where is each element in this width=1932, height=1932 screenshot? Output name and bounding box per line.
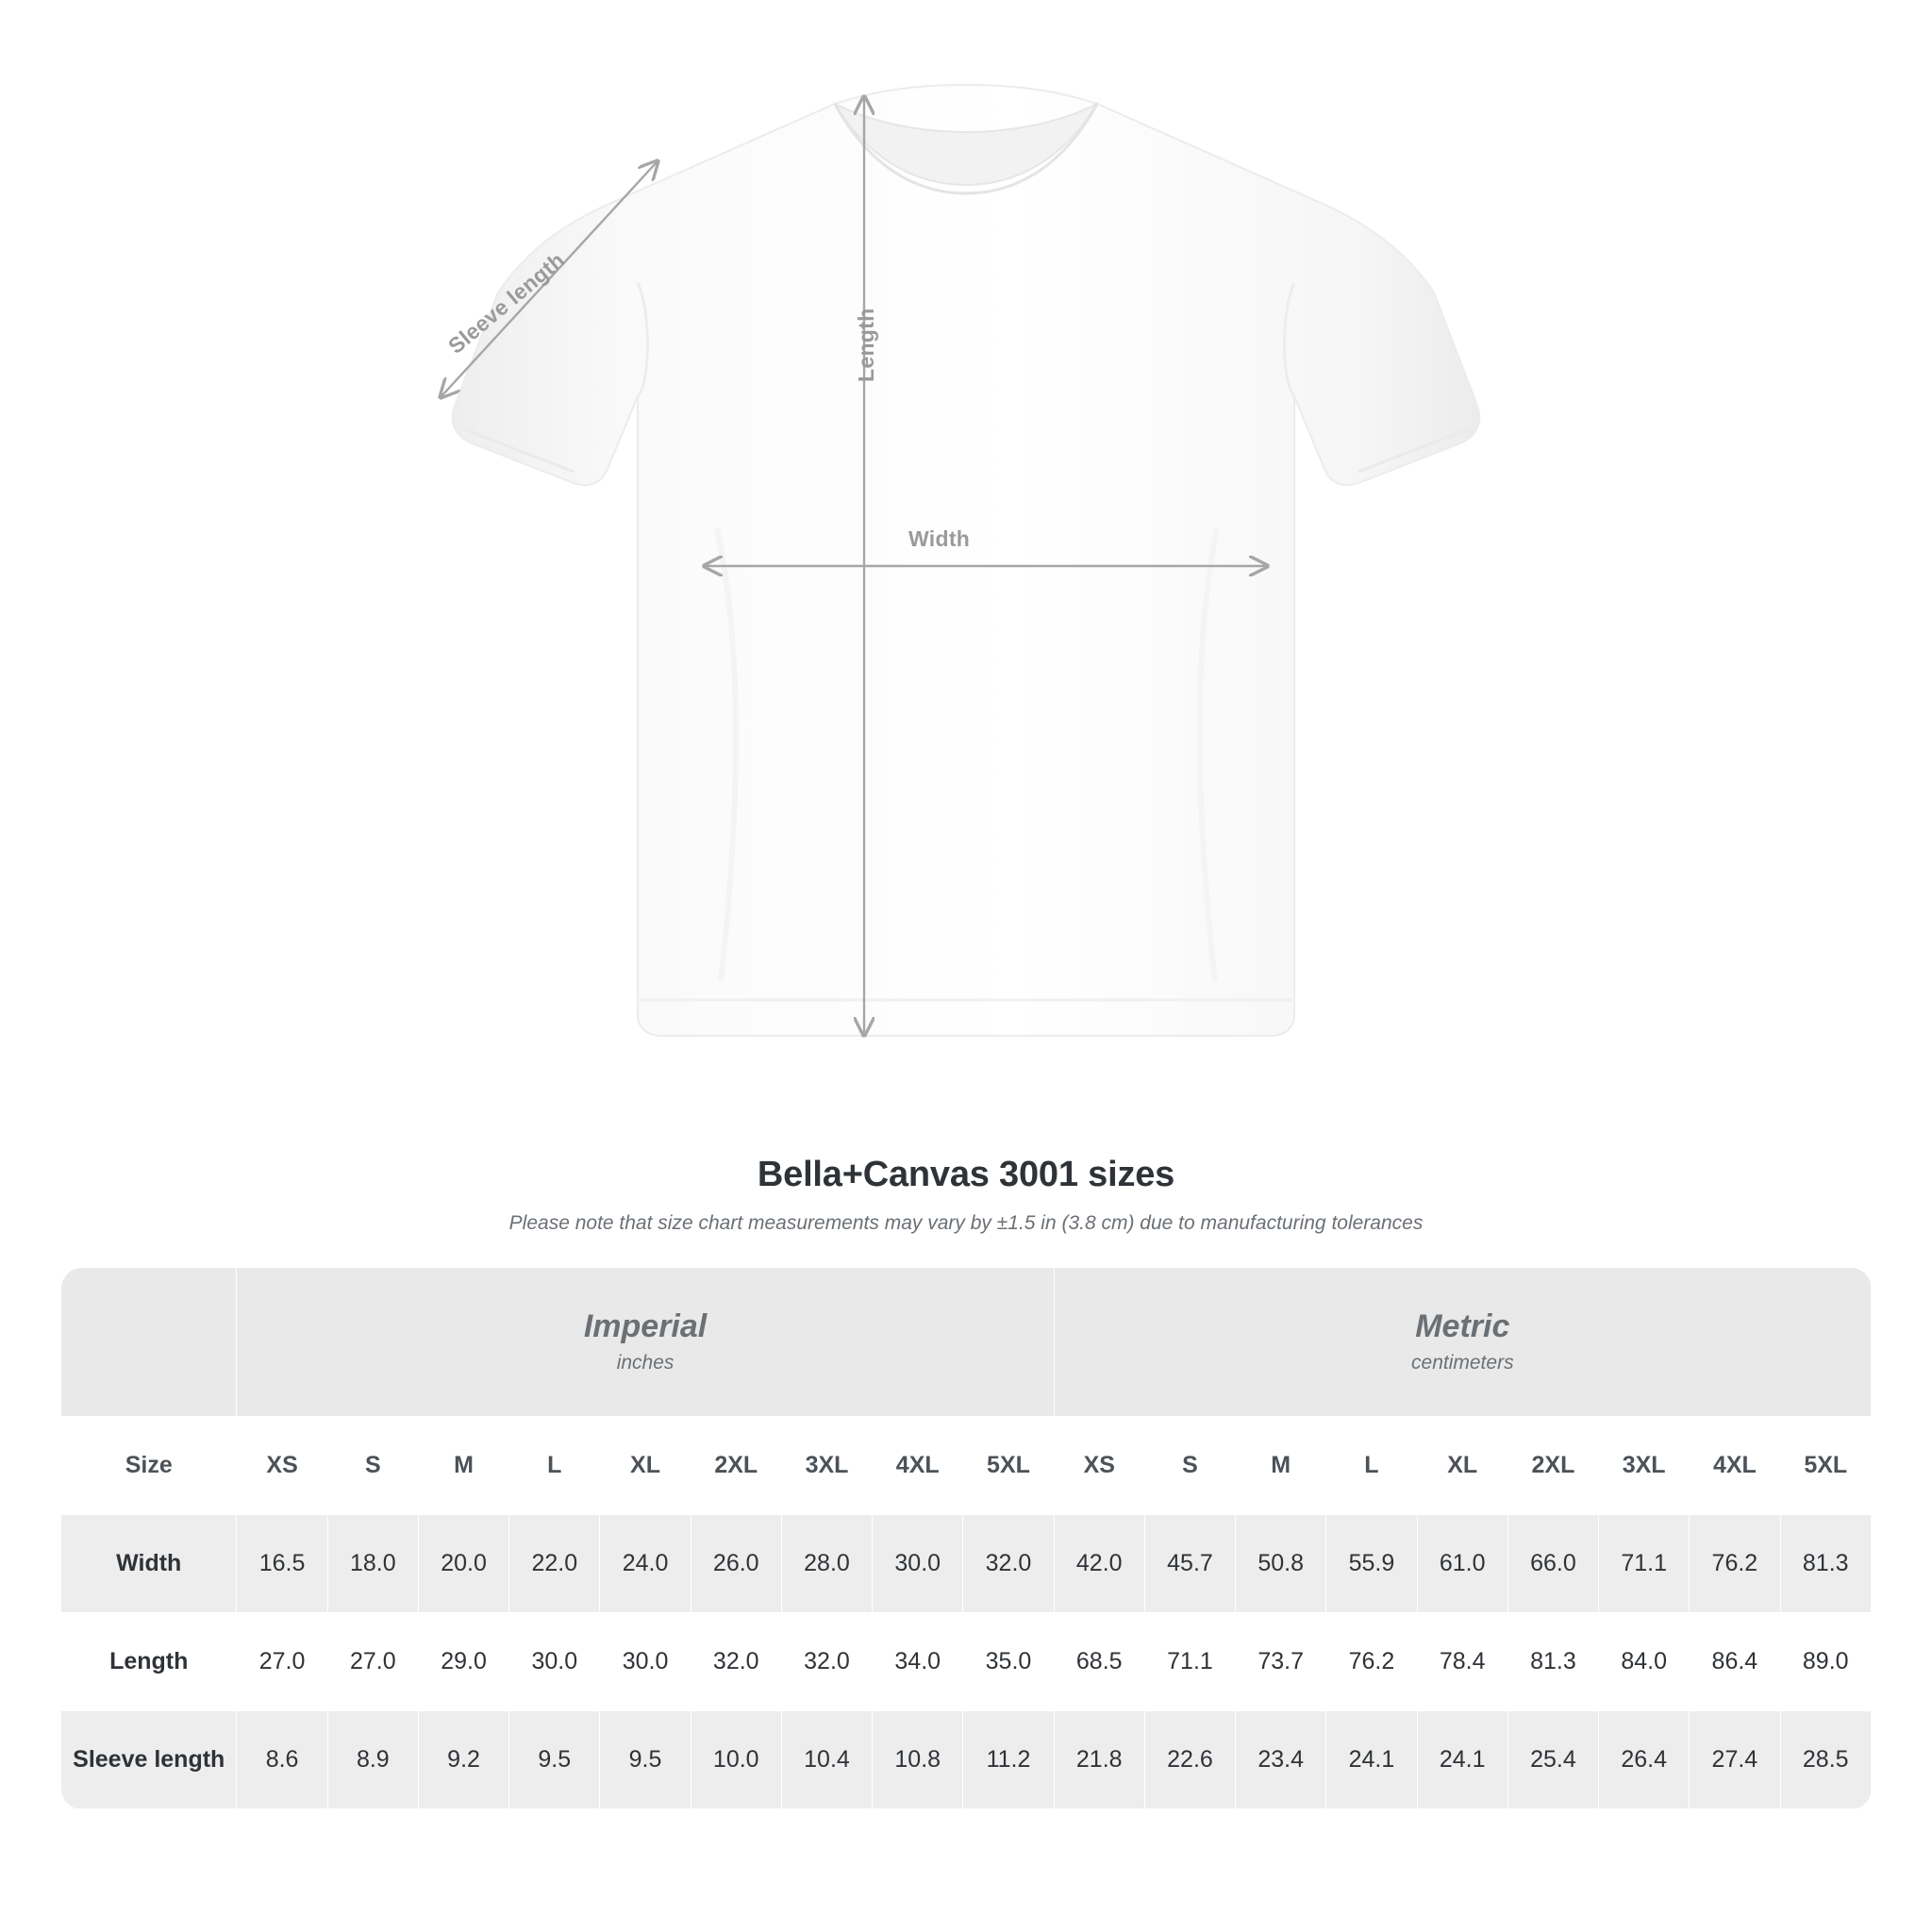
unit-metric [1054,1268,1871,1417]
cell: 18.0 [327,1515,418,1613]
cell: 10.8 [873,1711,963,1809]
cell: 32.0 [781,1613,872,1711]
cell: 71.1 [1144,1613,1235,1711]
cell: 34.0 [873,1613,963,1711]
cell: 24.1 [1417,1711,1507,1809]
size-header-cell: S [327,1417,418,1515]
size-header-cell: 4XL [1690,1417,1780,1515]
row-label-width: Width [61,1515,237,1613]
unit-banner-corner [61,1268,237,1417]
cell: 10.0 [691,1711,781,1809]
cell: 50.8 [1236,1515,1326,1613]
cell: 32.0 [963,1515,1054,1613]
cell: 76.2 [1326,1613,1417,1711]
cell: 30.0 [509,1613,600,1711]
cell: 26.0 [691,1515,781,1613]
cell: 11.2 [963,1711,1054,1809]
cell: 86.4 [1690,1613,1780,1711]
cell: 27.0 [327,1613,418,1711]
cell: 71.1 [1599,1515,1690,1613]
size-header-cell: 3XL [781,1417,872,1515]
cell: 8.6 [237,1711,327,1809]
size-header-cell: 2XL [1507,1417,1598,1515]
row-label-sleeve-length: Sleeve length [61,1711,237,1809]
cell: 21.8 [1054,1711,1144,1809]
cell: 81.3 [1780,1515,1872,1613]
cell: 10.4 [781,1711,872,1809]
cell: 45.7 [1144,1515,1235,1613]
unit-metric-sub: centimeters [1411,1352,1514,1374]
size-header-cell: XS [237,1417,327,1515]
unit-imperial-sub: inches [616,1352,675,1374]
cell: 73.7 [1236,1613,1326,1711]
cell: 25.4 [1507,1711,1598,1809]
size-header-cell: XS [1054,1417,1144,1515]
cell: 22.6 [1144,1711,1235,1809]
size-header-cell: XL [600,1417,691,1515]
cell: 29.0 [418,1613,508,1711]
cell: 89.0 [1780,1613,1872,1711]
cell: 24.0 [600,1515,691,1613]
cell: 42.0 [1054,1515,1144,1613]
cell: 68.5 [1054,1613,1144,1711]
cell: 30.0 [873,1515,963,1613]
size-header-cell: XL [1417,1417,1507,1515]
length-dimension-label: Length [854,308,878,382]
unit-imperial [237,1268,1054,1417]
row-label-length: Length [61,1613,237,1711]
cell: 28.0 [781,1515,872,1613]
cell: 76.2 [1690,1515,1780,1613]
cell: 8.9 [327,1711,418,1809]
size-header-cell: M [1236,1417,1326,1515]
size-header-cell: M [418,1417,508,1515]
unit-banner-row [61,1268,1872,1417]
tshirt-shape [453,85,1480,1036]
cell: 81.3 [1507,1613,1598,1711]
cell: 61.0 [1417,1515,1507,1613]
cell: 23.4 [1236,1711,1326,1809]
table-row [61,1613,1872,1711]
size-header-cell: 5XL [963,1417,1054,1515]
size-header-label: Size [61,1417,237,1515]
unit-metric-name: Metric [1415,1307,1510,1344]
page-title: Bella+Canvas 3001 sizes [757,1155,1175,1194]
size-chart-table [60,1267,1872,1809]
cell: 78.4 [1417,1613,1507,1711]
cell: 27.0 [237,1613,327,1711]
table-row [61,1515,1872,1613]
cell: 30.0 [600,1613,691,1711]
cell: 84.0 [1599,1613,1690,1711]
cell: 28.5 [1780,1711,1872,1809]
size-header-cell: 3XL [1599,1417,1690,1515]
cell: 9.5 [509,1711,600,1809]
cell: 24.1 [1326,1711,1417,1809]
cell: 16.5 [237,1515,327,1613]
size-header-cell: L [1326,1417,1417,1515]
cell: 35.0 [963,1613,1054,1711]
size-header-row [61,1417,1872,1515]
cell: 22.0 [509,1515,600,1613]
table-row [61,1711,1872,1809]
unit-imperial-name: Imperial [583,1307,708,1344]
cell: 9.2 [418,1711,508,1809]
size-header-cell: S [1144,1417,1235,1515]
chart-note: Please note that size chart measurements may vary by ±1.5 in (3.8 cm) due to manufacturing tolerances [508,1212,1424,1234]
size-header-cell: L [509,1417,600,1515]
size-table-wrap [60,1267,1872,1809]
sleeve-length-dimension-label: Sleeve length [443,247,570,358]
cell: 32.0 [691,1613,781,1711]
width-dimension-label: Width [908,526,971,551]
cell: 66.0 [1507,1515,1598,1613]
cell: 55.9 [1326,1515,1417,1613]
cell: 20.0 [418,1515,508,1613]
size-header-cell: 5XL [1780,1417,1872,1515]
size-header-cell: 4XL [873,1417,963,1515]
cell: 26.4 [1599,1711,1690,1809]
size-header-cell: 2XL [691,1417,781,1515]
cell: 9.5 [600,1711,691,1809]
chart-title-block [0,1155,1932,1235]
cell: 27.4 [1690,1711,1780,1809]
